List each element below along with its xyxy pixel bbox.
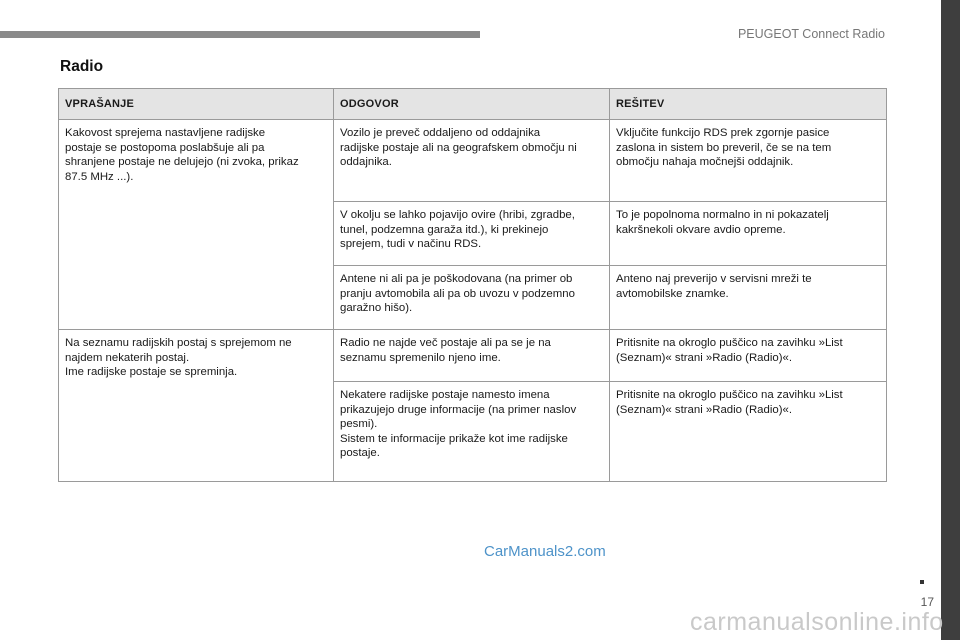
section-title: Radio bbox=[60, 58, 104, 75]
answer-text-line: seznamu spremenilo njeno ime. bbox=[340, 351, 501, 364]
solution-text-line: Pritisnite na okroglo puščico na zavihku »List bbox=[616, 389, 843, 401]
answer-text-line: Radio ne najde več postaje ali pa se je na bbox=[340, 337, 551, 349]
solution-text-line: To je popolnoma normalno in ni pokazatelj bbox=[616, 209, 829, 221]
solution-text-line: (Seznam)« strani »Radio (Radio)«. bbox=[616, 403, 792, 416]
manual-header-title: PEUGEOT Connect Radio bbox=[737, 27, 885, 41]
solution-text-line: avtomobilske znamke. bbox=[616, 287, 729, 300]
answer-text-line: Sistem te informacije prikaže kot ime radijske bbox=[340, 432, 568, 445]
table-header-row bbox=[59, 89, 887, 120]
question-text-line: postaje se postopoma poslabšuje ali pa bbox=[65, 141, 265, 154]
carmanuals-watermark: CarManuals2.com bbox=[484, 543, 606, 560]
answer-cell bbox=[334, 120, 610, 202]
answer-text-line: Antene ni ali pa je poškodovana (na primer ob bbox=[340, 273, 573, 285]
question-text-line: shranjene postaje ne delujejo (ni zvoka, prikaz bbox=[65, 156, 299, 168]
column-header-answer: ODGOVOR bbox=[334, 89, 610, 120]
answer-text-line: pesmi). bbox=[340, 418, 378, 430]
question-text-line: 87.5 MHz ...). bbox=[65, 170, 134, 183]
solution-text-line: Vključite funkcijo RDS prek zgornje pasice bbox=[616, 127, 830, 139]
table-row bbox=[59, 330, 887, 382]
solution-cell bbox=[610, 120, 887, 202]
solution-cell bbox=[610, 330, 887, 382]
page-number: 17 bbox=[920, 595, 934, 609]
side-tab-strip bbox=[941, 0, 960, 640]
question-text-line: Kakovost sprejema nastavljene radijske bbox=[65, 127, 266, 139]
solution-text-line: območju nahaja močnejši oddajnik. bbox=[616, 156, 794, 168]
solution-text-line: kakršnekoli okvare avdio opreme. bbox=[616, 223, 786, 236]
solution-cell bbox=[610, 382, 887, 482]
column-header-question: VPRAŠANJE bbox=[59, 89, 334, 120]
column-header-solution: REŠITEV bbox=[610, 89, 887, 120]
answer-text-line: Nekatere radijske postaje namesto imena bbox=[340, 389, 550, 401]
answer-cell bbox=[334, 266, 610, 330]
answer-cell bbox=[334, 202, 610, 266]
solution-text-line: zaslona in sistem bo preveril, če se na tem bbox=[616, 141, 832, 154]
question-cell bbox=[59, 330, 334, 482]
solution-text-line: Anteno naj preverijo v servisni mreži te bbox=[616, 273, 812, 285]
table-row bbox=[59, 120, 887, 202]
answer-text-line: postaje. bbox=[340, 447, 380, 459]
answer-text-line: garažno hišo). bbox=[340, 302, 413, 314]
header-rule bbox=[0, 31, 480, 38]
solution-text-line: Pritisnite na okroglo puščico na zavihku »List bbox=[616, 337, 843, 349]
solution-text-line: (Seznam)« strani »Radio (Radio)«. bbox=[616, 351, 792, 364]
solution-cell bbox=[610, 202, 887, 266]
answer-text-line: sprejem, tudi v načinu RDS. bbox=[340, 238, 482, 250]
question-text-line: najdem nekaterih postaj. bbox=[65, 351, 190, 364]
answer-cell bbox=[334, 382, 610, 482]
answer-text-line: V okolju se lahko pojavijo ovire (hribi, zgradbe, bbox=[340, 209, 575, 221]
troubleshooting-table bbox=[58, 88, 887, 482]
answer-text-line: tunel, podzemna garaža itd.), ki prekinejo bbox=[340, 223, 549, 236]
solution-cell bbox=[610, 266, 887, 330]
question-cell bbox=[59, 120, 334, 330]
answer-text-line: radijske postaje ali na geografskem območju ni bbox=[340, 141, 577, 154]
carmanualsonline-watermark: carmanualsonline.info bbox=[690, 608, 944, 636]
answer-text-line: prikazujejo druge informacije (na primer naslov bbox=[340, 403, 577, 416]
answer-text-line: pranju avtomobila ali pa ob uvozu v podzemno bbox=[340, 287, 575, 300]
question-text-line: Na seznamu radijskih postaj s sprejemom ne bbox=[65, 337, 292, 349]
section-marker bbox=[920, 580, 924, 584]
answer-cell bbox=[334, 330, 610, 382]
answer-text-line: Vozilo je preveč oddaljeno od oddajnika bbox=[340, 127, 541, 139]
answer-text-line: oddajnika. bbox=[340, 156, 392, 168]
question-text-line: Ime radijske postaje se spreminja. bbox=[65, 366, 238, 378]
